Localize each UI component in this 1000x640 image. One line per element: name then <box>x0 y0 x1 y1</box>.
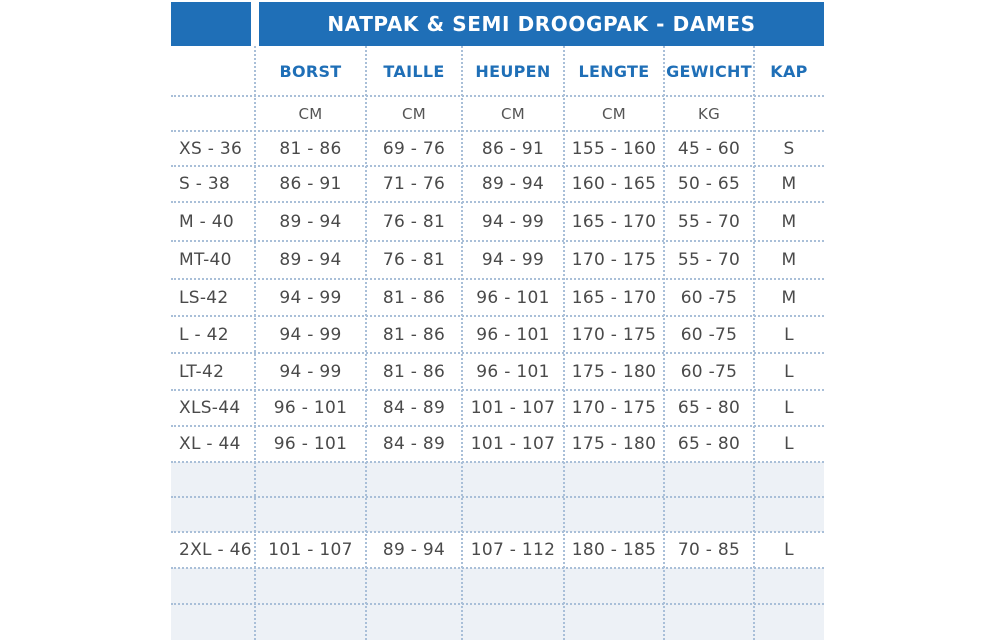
size-label: LS-42 <box>179 287 229 308</box>
size-label: XLS-44 <box>179 398 241 418</box>
column-divider <box>563 46 565 640</box>
table-cell-lengte: 170 - 175 <box>571 398 657 418</box>
column-divider <box>254 46 256 640</box>
table-cell-heupen: 94 - 99 <box>481 250 545 270</box>
row-divider <box>171 240 824 242</box>
table-cell-lengte <box>564 604 664 640</box>
table-cell-taille: 81 - 86 <box>382 287 446 308</box>
table-cell-kap: M <box>781 174 797 194</box>
table-cell-gewicht: 55 - 70 <box>677 250 741 270</box>
row-divider <box>171 531 824 533</box>
column-header-lengte: LENGTE <box>578 61 650 81</box>
table-cell-heupen <box>462 497 564 532</box>
table-cell-gewicht: 65 - 80 <box>677 434 741 454</box>
table-cell-heupen: 94 - 99 <box>481 211 545 232</box>
table-cell-kap <box>754 497 824 532</box>
row-divider <box>171 425 824 427</box>
size-label <box>171 462 255 497</box>
table-cell-borst: 86 - 91 <box>279 174 342 194</box>
column-header-kap: KAP <box>770 61 808 81</box>
table-cell-heupen: 86 - 91 <box>481 138 545 159</box>
table-cell-kap <box>754 604 824 640</box>
table-cell-kap: M <box>781 211 797 232</box>
table-cell-heupen: 96 - 101 <box>476 324 550 345</box>
table-cell-lengte <box>564 568 664 604</box>
table-cell-taille: 89 - 94 <box>382 540 446 560</box>
row-divider <box>171 496 824 498</box>
unit-lengte: CM <box>601 104 626 123</box>
size-label: 2XL - 46 <box>179 540 252 560</box>
table-cell-taille: 76 - 81 <box>382 250 446 270</box>
table-cell-kap: S <box>783 138 795 159</box>
unit-corner <box>171 96 255 131</box>
table-cell-lengte: 170 - 175 <box>571 250 657 270</box>
row-divider <box>171 352 824 354</box>
table-cell-taille: 81 - 86 <box>382 324 446 345</box>
table-cell-taille: 81 - 86 <box>382 361 446 382</box>
table-cell-lengte <box>564 497 664 532</box>
size-label <box>171 497 255 532</box>
table-cell-lengte: 175 - 180 <box>571 434 657 454</box>
row-divider <box>171 278 824 280</box>
table-cell-gewicht: 65 - 80 <box>677 398 741 418</box>
size-label: LT-42 <box>179 361 225 382</box>
table-cell-gewicht <box>664 604 754 640</box>
size-label: S - 38 <box>179 174 231 194</box>
table-cell-heupen <box>462 604 564 640</box>
table-cell-taille: 76 - 81 <box>382 211 446 232</box>
row-divider <box>171 389 824 391</box>
title-corner-block <box>171 2 251 46</box>
size-label: L - 42 <box>179 324 229 345</box>
row-divider <box>171 201 824 203</box>
table-cell-heupen: 107 - 112 <box>470 540 556 560</box>
table-cell-borst <box>255 462 366 497</box>
table-cell-gewicht: 60 -75 <box>680 287 738 308</box>
row-divider <box>171 95 824 97</box>
table-cell-heupen: 101 - 107 <box>470 398 556 418</box>
table-cell-gewicht: 50 - 65 <box>677 174 741 194</box>
table-cell-lengte: 175 - 180 <box>571 361 657 382</box>
table-cell-gewicht <box>664 462 754 497</box>
table-cell-taille <box>366 604 462 640</box>
table-cell-kap: M <box>781 250 797 270</box>
table-cell-heupen <box>462 568 564 604</box>
table-cell-borst: 94 - 99 <box>279 361 342 382</box>
unit-kap <box>754 96 824 131</box>
column-header-taille: TAILLE <box>383 61 445 81</box>
table-cell-lengte: 165 - 170 <box>571 287 657 308</box>
column-divider <box>663 46 665 640</box>
table-cell-borst: 94 - 99 <box>279 287 342 308</box>
column-header-heupen: HEUPEN <box>475 61 551 81</box>
table-cell-taille: 84 - 89 <box>382 434 446 454</box>
table-cell-heupen: 96 - 101 <box>476 361 550 382</box>
table-cell-taille: 69 - 76 <box>382 138 446 159</box>
column-divider <box>365 46 367 640</box>
table-cell-gewicht <box>664 568 754 604</box>
table-cell-heupen <box>462 462 564 497</box>
table-cell-taille <box>366 568 462 604</box>
table-cell-borst <box>255 568 366 604</box>
table-cell-heupen: 89 - 94 <box>481 174 545 194</box>
header-corner <box>171 46 255 96</box>
table-cell-lengte: 180 - 185 <box>571 540 657 560</box>
table-cell-borst <box>255 604 366 640</box>
column-header-gewicht: GEWICHT <box>666 61 752 81</box>
table-cell-kap: M <box>781 287 797 308</box>
row-divider <box>171 567 824 569</box>
table-cell-borst: 94 - 99 <box>279 324 342 345</box>
row-divider <box>171 165 824 167</box>
column-divider <box>461 46 463 640</box>
table-cell-borst: 81 - 86 <box>279 138 342 159</box>
table-cell-borst: 96 - 101 <box>273 434 348 454</box>
table-cell-kap <box>754 568 824 604</box>
table-cell-heupen: 96 - 101 <box>476 287 550 308</box>
table-cell-gewicht <box>664 497 754 532</box>
column-header-borst: BORST <box>279 61 342 81</box>
table-cell-kap: L <box>784 434 794 454</box>
table-cell-kap <box>754 462 824 497</box>
table-cell-borst: 96 - 101 <box>273 398 348 418</box>
table-cell-kap: L <box>784 361 794 382</box>
table-cell-kap: L <box>784 324 794 345</box>
table-cell-lengte: 160 - 165 <box>571 174 657 194</box>
row-divider <box>171 130 824 132</box>
table-cell-lengte: 165 - 170 <box>571 211 657 232</box>
table-cell-lengte <box>564 462 664 497</box>
table-cell-kap: L <box>784 398 794 418</box>
table-cell-taille <box>366 497 462 532</box>
size-label: M - 40 <box>179 211 235 232</box>
table-cell-gewicht: 45 - 60 <box>677 138 741 159</box>
table-cell-gewicht: 60 -75 <box>680 324 738 345</box>
table-cell-borst: 101 - 107 <box>268 540 353 560</box>
table-cell-taille: 71 - 76 <box>382 174 446 194</box>
table-cell-borst: 89 - 94 <box>279 250 342 270</box>
size-label: XL - 44 <box>179 434 241 454</box>
table-cell-borst: 89 - 94 <box>279 211 342 232</box>
unit-heupen: CM <box>500 104 525 123</box>
table-cell-gewicht: 60 -75 <box>680 361 738 382</box>
size-label: XS - 36 <box>179 138 243 159</box>
unit-taille: CM <box>401 104 426 123</box>
unit-gewicht: KG <box>697 104 721 123</box>
table-cell-heupen: 101 - 107 <box>470 434 556 454</box>
unit-borst: CM <box>298 104 323 123</box>
size-label: MT-40 <box>179 250 232 270</box>
table-cell-lengte: 155 - 160 <box>571 138 657 159</box>
table-title: NATPAK & SEMI DROOGPAK - DAMES <box>259 2 824 46</box>
size-label <box>171 604 255 640</box>
size-label <box>171 568 255 604</box>
table-cell-gewicht: 55 - 70 <box>677 211 741 232</box>
table-cell-taille: 84 - 89 <box>382 398 446 418</box>
table-cell-borst <box>255 497 366 532</box>
table-cell-gewicht: 70 - 85 <box>677 540 741 560</box>
row-divider <box>171 603 824 605</box>
table-cell-taille <box>366 462 462 497</box>
row-divider <box>171 461 824 463</box>
table-cell-lengte: 170 - 175 <box>571 324 657 345</box>
row-divider <box>171 315 824 317</box>
column-divider <box>753 46 755 640</box>
table-cell-kap: L <box>784 540 794 560</box>
